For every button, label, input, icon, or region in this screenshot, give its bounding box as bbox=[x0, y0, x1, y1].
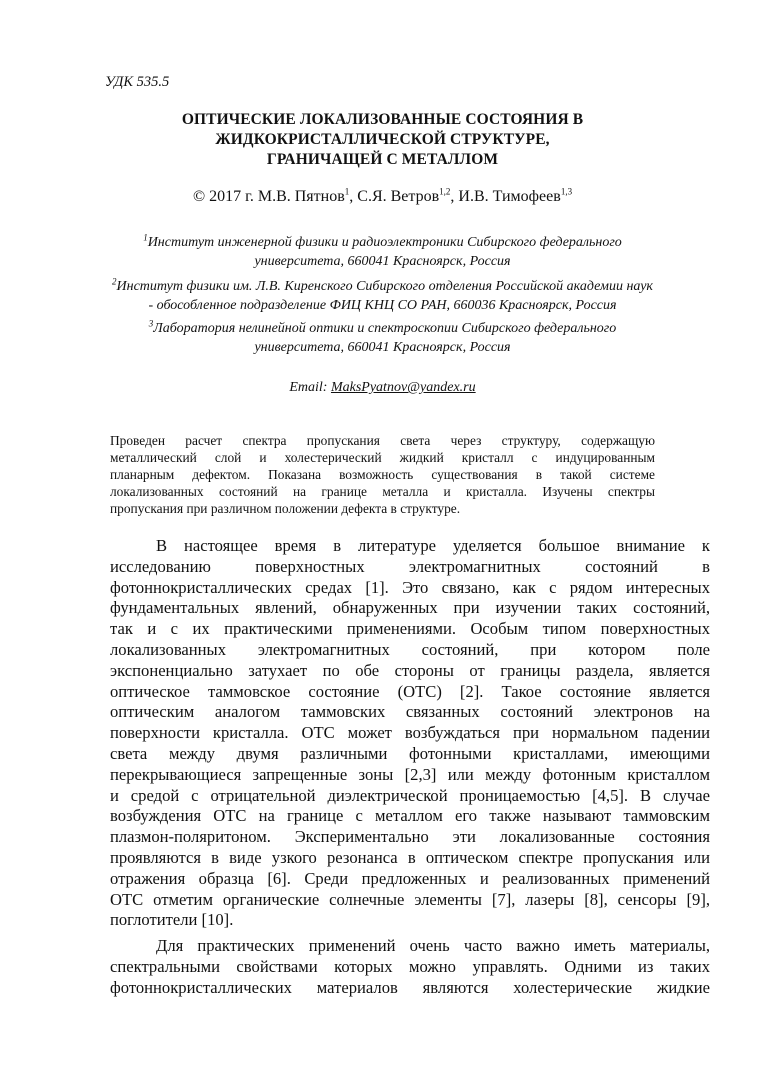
body-line: отражения образца [6]. Среди предложенных и реализованных применений bbox=[110, 868, 710, 888]
abstract-line: планарным дефектом. Показана возможность существования в такой системе bbox=[110, 467, 655, 482]
body-line: плазмон-поляритоном. Экспериментально эти локализованные состояния bbox=[110, 827, 710, 847]
body-line: оптическое таммовское состояние (ОТС) [2]. Такое состояние является bbox=[110, 681, 710, 701]
affiliation-2 bbox=[110, 277, 655, 315]
abstract-line: Проведен расчет спектра пропускания света через структуру, содержащую bbox=[110, 433, 655, 448]
body-line: и средой с отрицательной диэлектрической проницаемостью [4,5]. В случае bbox=[110, 785, 710, 805]
body-line: света между двумя различными фотонными кристаллами, имеющими bbox=[110, 743, 710, 763]
affiliation-mark: 1 bbox=[344, 186, 350, 197]
body-line: поглотители [10]. bbox=[110, 910, 234, 930]
email-line bbox=[110, 380, 655, 396]
email-link[interactable]: MaksPyatnov@yandex.ru bbox=[330, 380, 476, 395]
body-line: проявляются в виде узкого резонанса в оптическом спектре пропускания или bbox=[110, 847, 710, 867]
title-line: ГРАНИЧАЩЕЙ С МЕТАЛЛОМ bbox=[266, 151, 499, 168]
abstract-line: локализованных состояний на границе металла и кристалла. Изучены спектры bbox=[110, 484, 655, 499]
body-line: возбуждения ОТС на границе с металлом его также называют таммовским bbox=[110, 806, 710, 826]
affiliation-line: университета, 660041 Красноярск, Россия bbox=[254, 340, 511, 355]
affiliation-number: 2 bbox=[112, 276, 117, 287]
affiliation-line: Лаборатория нелинейной оптики и спектроскопии Сибирского федерального bbox=[153, 321, 617, 336]
body-line: В настоящее время в литературе уделяется большое внимание к bbox=[156, 536, 710, 555]
body-line: Для практических применений очень часто важно иметь материалы, bbox=[156, 936, 710, 956]
body-line: экспоненциально затухает по обе стороны от границы раздела, является bbox=[110, 660, 710, 680]
body-line: локализованных электромагнитных состояний, при котором поле bbox=[110, 639, 710, 659]
author-text: © 2017 г. М.В. Пятнов bbox=[192, 188, 345, 205]
affiliation-mark: 1,3 bbox=[560, 186, 573, 197]
affiliation-line: университета, 660041 Красноярск, Россия bbox=[254, 254, 511, 269]
abstract-line: металлический слой и холестерический жидкий кристалл с индуцированным bbox=[110, 450, 655, 465]
affiliation-line: - обособленное подразделение ФИЦ КНЦ СО РАН, 660036 Красноярск, Россия bbox=[148, 298, 617, 313]
affiliation-mark: 1,2 bbox=[439, 186, 451, 197]
abstract-line: пропускания при различном положении дефекта в структуре. bbox=[110, 501, 461, 516]
body-line: перекрывающиеся запрещенные зоны [2,3] или между фотонным кристаллом bbox=[110, 764, 710, 784]
email-label: Email: bbox=[289, 380, 331, 395]
affiliation-1 bbox=[110, 233, 655, 271]
abstract bbox=[110, 432, 655, 517]
author-list bbox=[110, 188, 655, 206]
body-line: так и с их практическими применениями. Особым типом поверхностных bbox=[110, 619, 710, 639]
body-line: фотоннокристаллических материалов являются холестерические жидкие bbox=[110, 977, 710, 997]
affiliation-3 bbox=[110, 319, 655, 357]
author-text: , С.Я. Ветров bbox=[349, 188, 440, 205]
body-line: исследованию поверхностных электромагнитных состояний в bbox=[110, 556, 710, 576]
title-line: ОПТИЧЕСКИЕ ЛОКАЛИЗОВАННЫЕ СОСТОЯНИЯ В bbox=[181, 111, 584, 128]
affiliation-line: Институт инженерной физики и радиоэлектроники Сибирского федерального bbox=[147, 235, 622, 250]
body-text bbox=[110, 536, 710, 999]
affiliation-line: Институт физики им. Л.В. Киренского Сибирского отделения Российской академии наук bbox=[116, 279, 653, 294]
body-line: ОТС отметим органические солнечные элементы [7], лазеры [8], сенсоры [9], bbox=[110, 889, 710, 909]
title-line: ЖИДКОКРИСТАЛЛИЧЕСКОЙ СТРУКТУРЕ, bbox=[215, 131, 550, 148]
body-line: оптическим аналогом таммовских связанных состояний электронов на bbox=[110, 702, 710, 722]
affiliation-number: 3 bbox=[148, 318, 154, 329]
author-text: , И.В. Тимофеев bbox=[450, 188, 561, 205]
paper-title bbox=[110, 110, 655, 170]
udk-code: УДК 535.5 bbox=[105, 74, 170, 90]
body-line: спектральными свойствами которых можно управлять. Одними из таких bbox=[110, 956, 710, 976]
body-line: фундаментальных явлений, обнаруженных при изучении таких состояний, bbox=[110, 598, 710, 618]
body-line: поверхности кристалла. ОТС может возбуждаться при нормальном падении bbox=[110, 723, 710, 743]
body-line: фотоннокристаллических средах [1]. Это связано, как с рядом интересных bbox=[110, 577, 710, 597]
affiliation-number: 1 bbox=[143, 232, 148, 243]
